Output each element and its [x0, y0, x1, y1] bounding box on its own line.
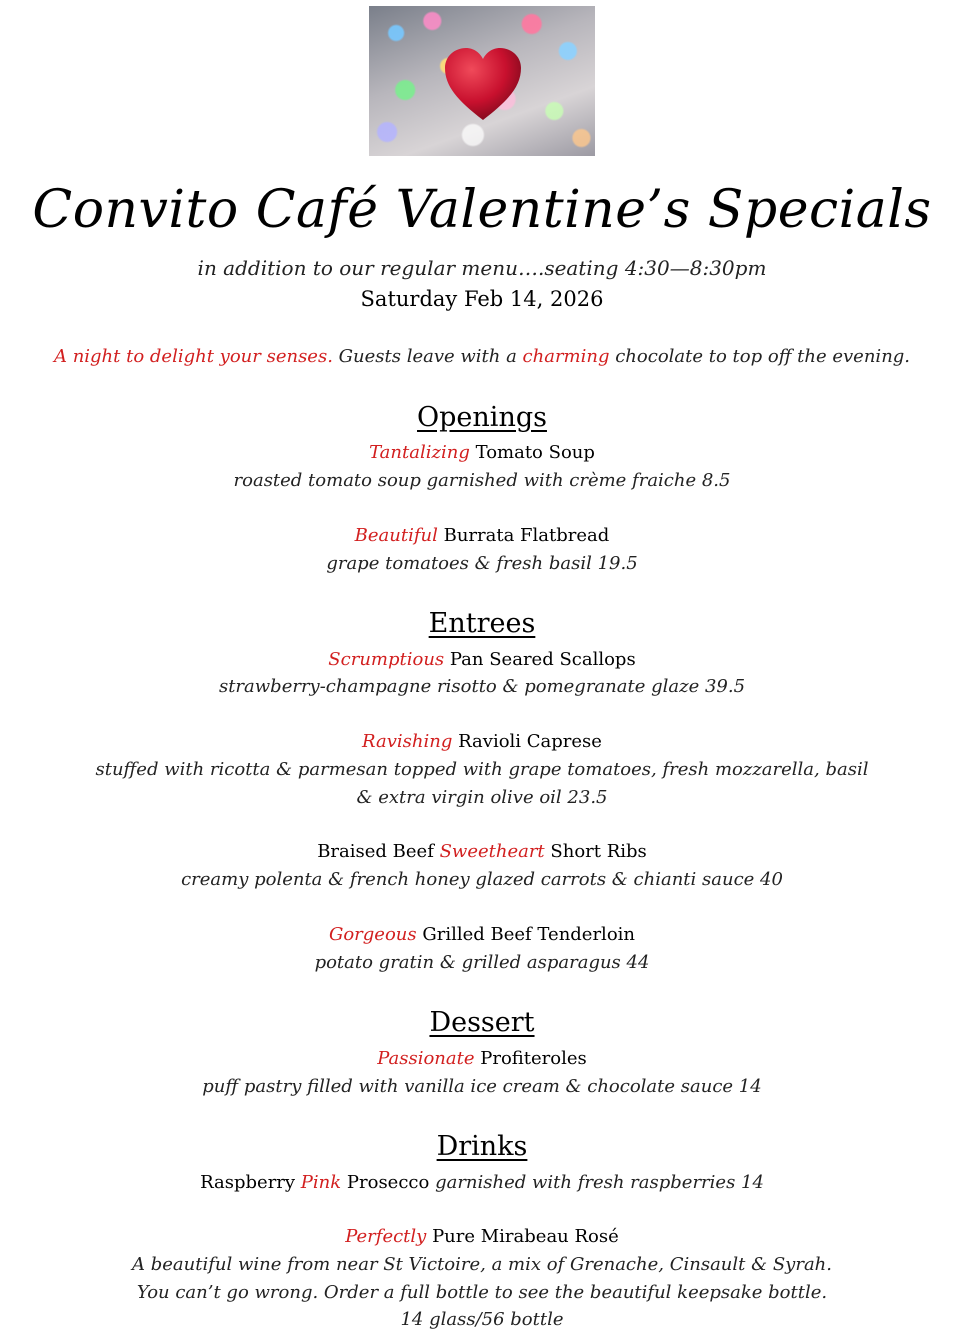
page-title: Convito Café Valentine’s Specials — [32, 180, 932, 240]
menu-item-description: puff pastry filled with vanilla ice cream & chocolate sauce 14 — [202, 1076, 762, 1097]
item-adjective: Pink — [300, 1172, 342, 1193]
tagline-highlight-2: charming — [522, 346, 610, 367]
item-name: Ravioli Caprese — [452, 731, 602, 752]
menu-item-title — [0, 841, 964, 862]
tagline-highlight: A night to delight your senses. — [53, 346, 333, 367]
item-name-prefix: Braised Beef — [317, 841, 440, 862]
item-adjective: Passionate — [377, 1048, 475, 1069]
item-name: Prosecco — [341, 1172, 430, 1193]
item-name: Pure Mirabeau Rosé — [426, 1226, 619, 1247]
menu-item-title — [0, 649, 964, 670]
subtitle: in addition to our regular menu….seating 4:30—8:30pm — [197, 256, 767, 280]
item-name: Burrata Flatbread — [437, 525, 610, 546]
item-name: Short Ribs — [544, 841, 647, 862]
heart-icon — [443, 46, 523, 122]
item-adjective: Tantalizing — [369, 442, 470, 463]
item-adjective: Ravishing — [362, 731, 453, 752]
item-name: Pan Seared Scallops — [444, 649, 636, 670]
menu-item-description: strawberry-champagne risotto & pomegranate glaze 39.5 — [218, 676, 746, 697]
item-inline-description: garnished with fresh raspberries 14 — [429, 1172, 764, 1193]
tagline — [0, 346, 964, 367]
event-date: Saturday Feb 14, 2026 — [360, 287, 604, 311]
menu-item-title — [0, 1172, 964, 1193]
menu-item-price: 14 glass/56 bottle — [400, 1309, 564, 1330]
menu-item-description-cont: & extra virgin olive oil 23.5 — [356, 787, 608, 808]
tagline-text: Guests leave with a — [332, 346, 523, 367]
menu-item-title — [0, 442, 964, 463]
menu-item-description: stuffed with ricotta & parmesan topped with grape tomatoes, fresh mozzarella, basil — [95, 759, 869, 780]
menu-item-description: grape tomatoes & fresh basil 19.5 — [326, 553, 638, 574]
section-heading-entrees: Entrees — [428, 608, 536, 639]
section-heading-openings: Openings — [417, 402, 547, 433]
menu-item-title — [0, 731, 964, 752]
menu-item-description: roasted tomato soup garnished with crème fraiche 8.5 — [233, 470, 731, 491]
item-adjective: Scrumptious — [328, 649, 445, 670]
menu-item-description: potato gratin & grilled asparagus 44 — [314, 952, 650, 973]
tagline-text-end: chocolate to top off the evening. — [609, 346, 911, 367]
item-adjective: Perfectly — [345, 1226, 427, 1247]
menu-item-title — [0, 924, 964, 945]
menu-item-title — [0, 1226, 964, 1247]
menu-item-description-cont: You can’t go wrong. Order a full bottle to see the beautiful keepsake bottle. — [136, 1282, 828, 1303]
menu-item-description: A beautiful wine from near St Victoire, a mix of Grenache, Cinsault & Syrah. — [132, 1254, 832, 1275]
item-name: Grilled Beef Tenderloin — [416, 924, 636, 945]
item-name: Tomato Soup — [469, 442, 595, 463]
menu-item-description: creamy polenta & french honey glazed carrots & chianti sauce 40 — [181, 869, 783, 890]
item-name: Profiteroles — [474, 1048, 587, 1069]
item-name-prefix: Raspberry — [200, 1172, 301, 1193]
hero-image — [369, 6, 595, 156]
menu-item-title — [0, 1048, 964, 1069]
section-heading-drinks: Drinks — [436, 1131, 528, 1162]
item-adjective: Sweetheart — [439, 841, 545, 862]
section-heading-dessert: Dessert — [429, 1007, 535, 1038]
menu-item-title — [0, 525, 964, 546]
item-adjective: Beautiful — [354, 525, 438, 546]
item-adjective: Gorgeous — [328, 924, 417, 945]
